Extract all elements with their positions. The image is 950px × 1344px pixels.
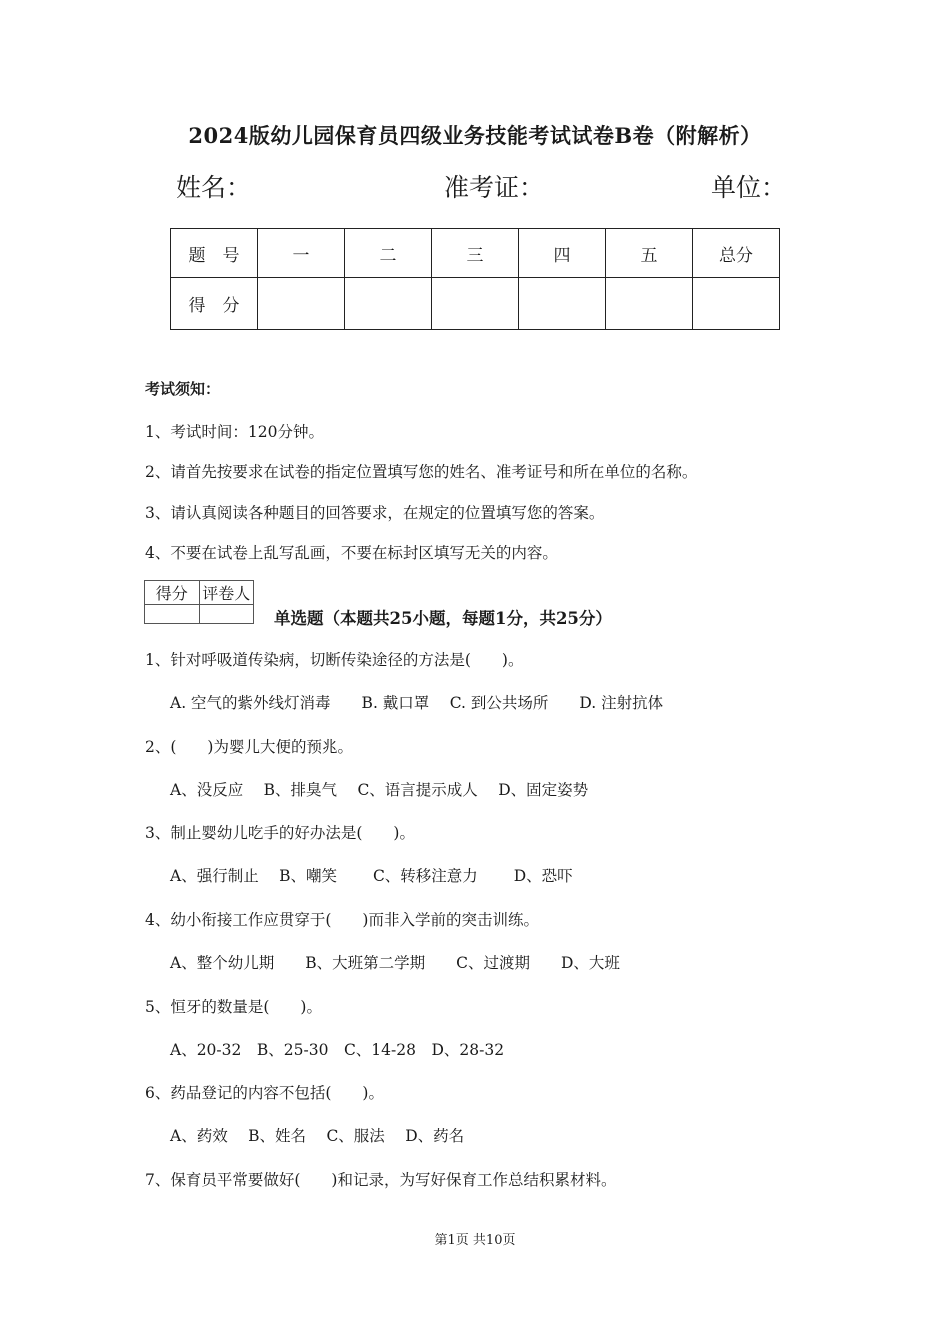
score-table-score-row: [171, 278, 780, 330]
notice-item: 3、请认真阅读各种题目的回答要求，在规定的位置填写您的答案。: [145, 504, 605, 522]
score-cell[interactable]: [519, 278, 606, 330]
grader-box: [144, 580, 254, 624]
score-cell[interactable]: [432, 278, 519, 330]
notice-item: 4、不要在试卷上乱写乱画，不要在标封区填写无关的内容。: [145, 544, 558, 562]
score-header-cell: 题 号: [171, 229, 258, 278]
name-field-label: 姓名：: [176, 173, 252, 202]
question-options: A、没反应 B、排臭气 C、语言提示成人 D、固定姿势: [170, 781, 589, 799]
exam-number-field-label: 准考证：: [444, 173, 545, 202]
grader-score-label: 得分: [145, 581, 200, 605]
score-header-cell: 四: [519, 229, 606, 278]
question-text: 3、制止婴幼儿吃手的好办法是( )。: [145, 824, 415, 842]
grader-score-cell[interactable]: [145, 605, 200, 624]
score-header-cell: 总分: [693, 229, 780, 278]
question-text: 2、( )为婴儿大便的预兆。: [145, 738, 353, 756]
score-row-label: 得 分: [171, 278, 258, 330]
unit-field-label: 单位：: [711, 173, 787, 202]
score-cell[interactable]: [258, 278, 345, 330]
question-options: A. 空气的紫外线灯消毒 B. 戴口罩 C. 到公共场所 D. 注射抗体: [170, 694, 664, 712]
score-header-cell: 二: [345, 229, 432, 278]
question-options: A、药效 B、姓名 C、服法 D、药名: [170, 1127, 465, 1145]
score-header-cell: 五: [606, 229, 693, 278]
question-text: 4、幼小衔接工作应贯穿于( )而非入学前的突击训练。: [145, 911, 539, 929]
score-cell[interactable]: [606, 278, 693, 330]
score-table: [170, 228, 780, 330]
score-table-header-row: [171, 229, 780, 278]
notice-title: 考试须知：: [145, 380, 221, 398]
grader-reviewer-cell[interactable]: [199, 605, 254, 624]
page-footer: 第1页 共10页: [434, 1233, 516, 1248]
notice-item: 2、请首先按要求在试卷的指定位置填写您的姓名、准考证号和所在单位的名称。: [145, 463, 698, 481]
score-cell[interactable]: [693, 278, 780, 330]
grader-reviewer-label: 评卷人: [199, 581, 254, 605]
document-title: 2024版幼儿园保育员四级业务技能考试试卷B卷（附解析）: [188, 123, 762, 148]
question-text: 1、针对呼吸道传染病，切断传染途径的方法是( )。: [145, 651, 524, 669]
question-text: 6、药品登记的内容不包括( )。: [145, 1084, 384, 1102]
score-cell[interactable]: [345, 278, 432, 330]
section-title: 单选题（本题共25小题，每题1分，共25分）: [274, 609, 612, 628]
question-text: 7、保育员平常要做好( )和记录，为写好保育工作总结积累材料。: [145, 1171, 617, 1189]
score-header-cell: 一: [258, 229, 345, 278]
question-options: A、20-32 B、25-30 C、14-28 D、28-32: [170, 1041, 505, 1059]
question-options: A、强行制止 B、嘲笑 C、转移注意力 D、恐吓: [170, 867, 573, 885]
notice-item: 1、考试时间：120分钟。: [145, 423, 324, 441]
question-options: A、整个幼儿期 B、大班第二学期 C、过渡期 D、大班: [170, 954, 620, 972]
score-header-cell: 三: [432, 229, 519, 278]
question-text: 5、恒牙的数量是( )。: [145, 998, 322, 1016]
